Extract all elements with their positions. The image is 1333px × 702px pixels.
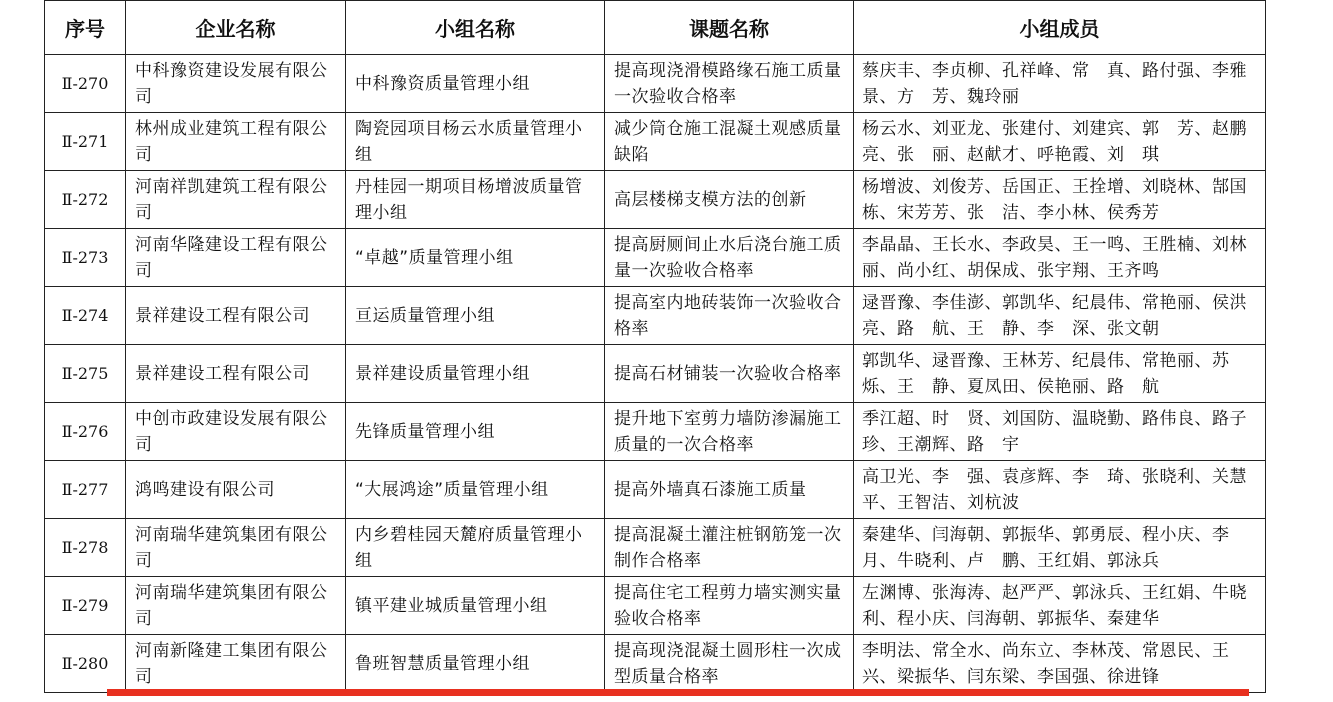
cell-group	[346, 519, 605, 577]
members-text: 左渊博、张海涛、赵严严、郭泳兵、王红娟、牛晓利、程小庆、闫海朝、郭振华、秦建华	[862, 582, 1247, 629]
topic-text: 减少筒仓施工混凝土观感质量缺陷	[614, 118, 842, 165]
cell-group	[346, 345, 605, 403]
company-text: 河南祥凯建筑工程有限公司	[135, 176, 328, 223]
cell-company	[126, 345, 346, 403]
topic-text: 提高石材铺装一次验收合格率	[614, 363, 842, 384]
members-text: 郭凯华、逯晋豫、王林芳、纪晨伟、常艳丽、苏 烁、王 静、夏凤田、侯艳丽、路 航	[862, 350, 1247, 397]
members-text: 秦建华、闫海朝、郭振华、郭勇辰、程小庆、李 月、牛晓利、卢 鹏、王红娟、郭泳兵	[862, 524, 1247, 571]
cell-seq: Ⅱ-274	[45, 287, 126, 345]
topic-text: 提高厨厕间止水后浇台施工质量一次验收合格率	[614, 234, 842, 281]
cell-group	[346, 461, 605, 519]
table-row	[45, 229, 1266, 287]
table-body	[45, 55, 1266, 693]
cell-members	[854, 171, 1266, 229]
table-row	[45, 287, 1266, 345]
company-text: 河南瑞华建筑集团有限公司	[135, 524, 328, 571]
group-text: 中科豫资质量管理小组	[355, 73, 530, 94]
header-company: 企业名称	[126, 1, 346, 55]
cell-group	[346, 229, 605, 287]
cell-topic	[605, 229, 854, 287]
cell-company	[126, 577, 346, 635]
cell-company	[126, 635, 346, 693]
table-row	[45, 577, 1266, 635]
cell-company	[126, 113, 346, 171]
cell-company	[126, 229, 346, 287]
table-header	[45, 1, 1266, 55]
cell-members	[854, 345, 1266, 403]
cell-members	[854, 577, 1266, 635]
company-text: 中创市政建设发展有限公司	[135, 408, 328, 455]
topic-text: 提高现浇滑模路缘石施工质量一次验收合格率	[614, 60, 842, 107]
company-text: 景祥建设工程有限公司	[135, 363, 310, 384]
group-text: 景祥建设质量管理小组	[355, 363, 530, 384]
company-text: 林州成业建筑工程有限公司	[135, 118, 328, 165]
group-text: “卓越”质量管理小组	[355, 247, 514, 268]
cell-members	[854, 55, 1266, 113]
cell-group	[346, 171, 605, 229]
group-text: 丹桂园一期项目杨增波质量管理小组	[355, 176, 583, 223]
cell-company	[126, 171, 346, 229]
header-group: 小组名称	[346, 1, 605, 55]
topic-text: 提升地下室剪力墙防渗漏施工质量的一次合格率	[614, 408, 842, 455]
cell-seq: Ⅱ-277	[45, 461, 126, 519]
cell-members	[854, 113, 1266, 171]
header-row	[45, 1, 1266, 55]
cell-topic	[605, 577, 854, 635]
header-topic: 课题名称	[605, 1, 854, 55]
cell-seq: Ⅱ-272	[45, 171, 126, 229]
company-text: 河南瑞华建筑集团有限公司	[135, 582, 328, 629]
cell-group	[346, 113, 605, 171]
group-text: 内乡碧桂园天麓府质量管理小组	[355, 524, 583, 571]
group-text: 鲁班智慧质量管理小组	[355, 653, 530, 674]
cell-seq: Ⅱ-280	[45, 635, 126, 693]
topic-text: 提高混凝土灌注桩钢筋笼一次制作合格率	[614, 524, 842, 571]
cell-members	[854, 461, 1266, 519]
table-row	[45, 345, 1266, 403]
members-text: 李明法、常全水、尚东立、李林茂、常恩民、王 兴、梁振华、闫东梁、李国强、徐进锋	[862, 640, 1247, 687]
topic-text: 提高住宅工程剪力墙实测实量验收合格率	[614, 582, 842, 629]
cell-seq: Ⅱ-276	[45, 403, 126, 461]
cell-company	[126, 461, 346, 519]
table-row	[45, 519, 1266, 577]
cell-members	[854, 287, 1266, 345]
group-text: 陶瓷园项目杨云水质量管理小组	[355, 118, 583, 165]
company-text: 中科豫资建设发展有限公司	[135, 60, 328, 107]
award-list-table-container	[44, 0, 1265, 693]
cell-company	[126, 55, 346, 113]
cell-group	[346, 403, 605, 461]
topic-text: 提高室内地砖装饰一次验收合格率	[614, 292, 842, 339]
cell-members	[854, 229, 1266, 287]
company-text: 河南新隆建工集团有限公司	[135, 640, 328, 687]
members-text: 逯晋豫、李佳澎、郭凯华、纪晨伟、常艳丽、侯洪亮、路 航、王 静、李 深、张文朝	[862, 292, 1247, 339]
header-members: 小组成员	[854, 1, 1266, 55]
group-text: 亘运质量管理小组	[355, 305, 495, 326]
cell-topic	[605, 113, 854, 171]
cell-topic	[605, 635, 854, 693]
table-row	[45, 461, 1266, 519]
table-row	[45, 55, 1266, 113]
table-row	[45, 113, 1266, 171]
cell-topic	[605, 461, 854, 519]
members-text: 高卫光、李 强、袁彦辉、李 琦、张晓利、关慧平、王智洁、刘杭波	[862, 466, 1247, 513]
members-text: 季江超、时 贤、刘国防、温晓勤、路伟良、路子珍、王潮辉、路 宇	[862, 408, 1247, 455]
cell-topic	[605, 519, 854, 577]
cell-seq: Ⅱ-271	[45, 113, 126, 171]
table-row	[45, 171, 1266, 229]
company-text: 景祥建设工程有限公司	[135, 305, 310, 326]
topic-text: 提高外墙真石漆施工质量	[614, 479, 807, 500]
cell-topic	[605, 55, 854, 113]
table-row	[45, 635, 1266, 693]
members-text: 李晶晶、王长水、李政昊、王一鸣、王胜楠、刘林丽、尚小红、胡保成、张宇翔、王齐鸣	[862, 234, 1247, 281]
cell-company	[126, 403, 346, 461]
members-text: 杨云水、刘亚龙、张建付、刘建宾、郭 芳、赵鹏亮、张 丽、赵献才、呼艳霞、刘 琪	[862, 118, 1247, 165]
cell-topic	[605, 403, 854, 461]
group-text: 先锋质量管理小组	[355, 421, 495, 442]
members-text: 蔡庆丰、李贞柳、孔祥峰、常 真、路付强、李雅景、方 芳、魏玲丽	[862, 60, 1247, 107]
cell-group	[346, 287, 605, 345]
red-accent-bar	[107, 689, 1249, 696]
cell-company	[126, 287, 346, 345]
cell-seq: Ⅱ-279	[45, 577, 126, 635]
topic-text: 提高现浇混凝土圆形柱一次成型质量合格率	[614, 640, 842, 687]
header-seq: 序号	[45, 1, 126, 55]
cell-group	[346, 55, 605, 113]
cell-seq: Ⅱ-278	[45, 519, 126, 577]
cell-members	[854, 519, 1266, 577]
cell-members	[854, 403, 1266, 461]
group-text: “大展鸿途”质量管理小组	[355, 479, 549, 500]
cell-topic	[605, 345, 854, 403]
table-row	[45, 403, 1266, 461]
cell-group	[346, 577, 605, 635]
members-text: 杨增波、刘俊芳、岳国正、王拴增、刘晓林、郜国栋、宋芳芳、张 洁、李小林、侯秀芳	[862, 176, 1247, 223]
group-text: 镇平建业城质量管理小组	[355, 595, 548, 616]
cell-seq: Ⅱ-273	[45, 229, 126, 287]
cell-seq: Ⅱ-275	[45, 345, 126, 403]
cell-group	[346, 635, 605, 693]
cell-seq: Ⅱ-270	[45, 55, 126, 113]
cell-topic	[605, 287, 854, 345]
award-list-table	[44, 0, 1266, 693]
cell-topic	[605, 171, 854, 229]
company-text: 鸿鸣建设有限公司	[135, 479, 275, 500]
cell-company	[126, 519, 346, 577]
topic-text: 高层楼梯支模方法的创新	[614, 189, 807, 210]
cell-members	[854, 635, 1266, 693]
company-text: 河南华隆建设工程有限公司	[135, 234, 328, 281]
